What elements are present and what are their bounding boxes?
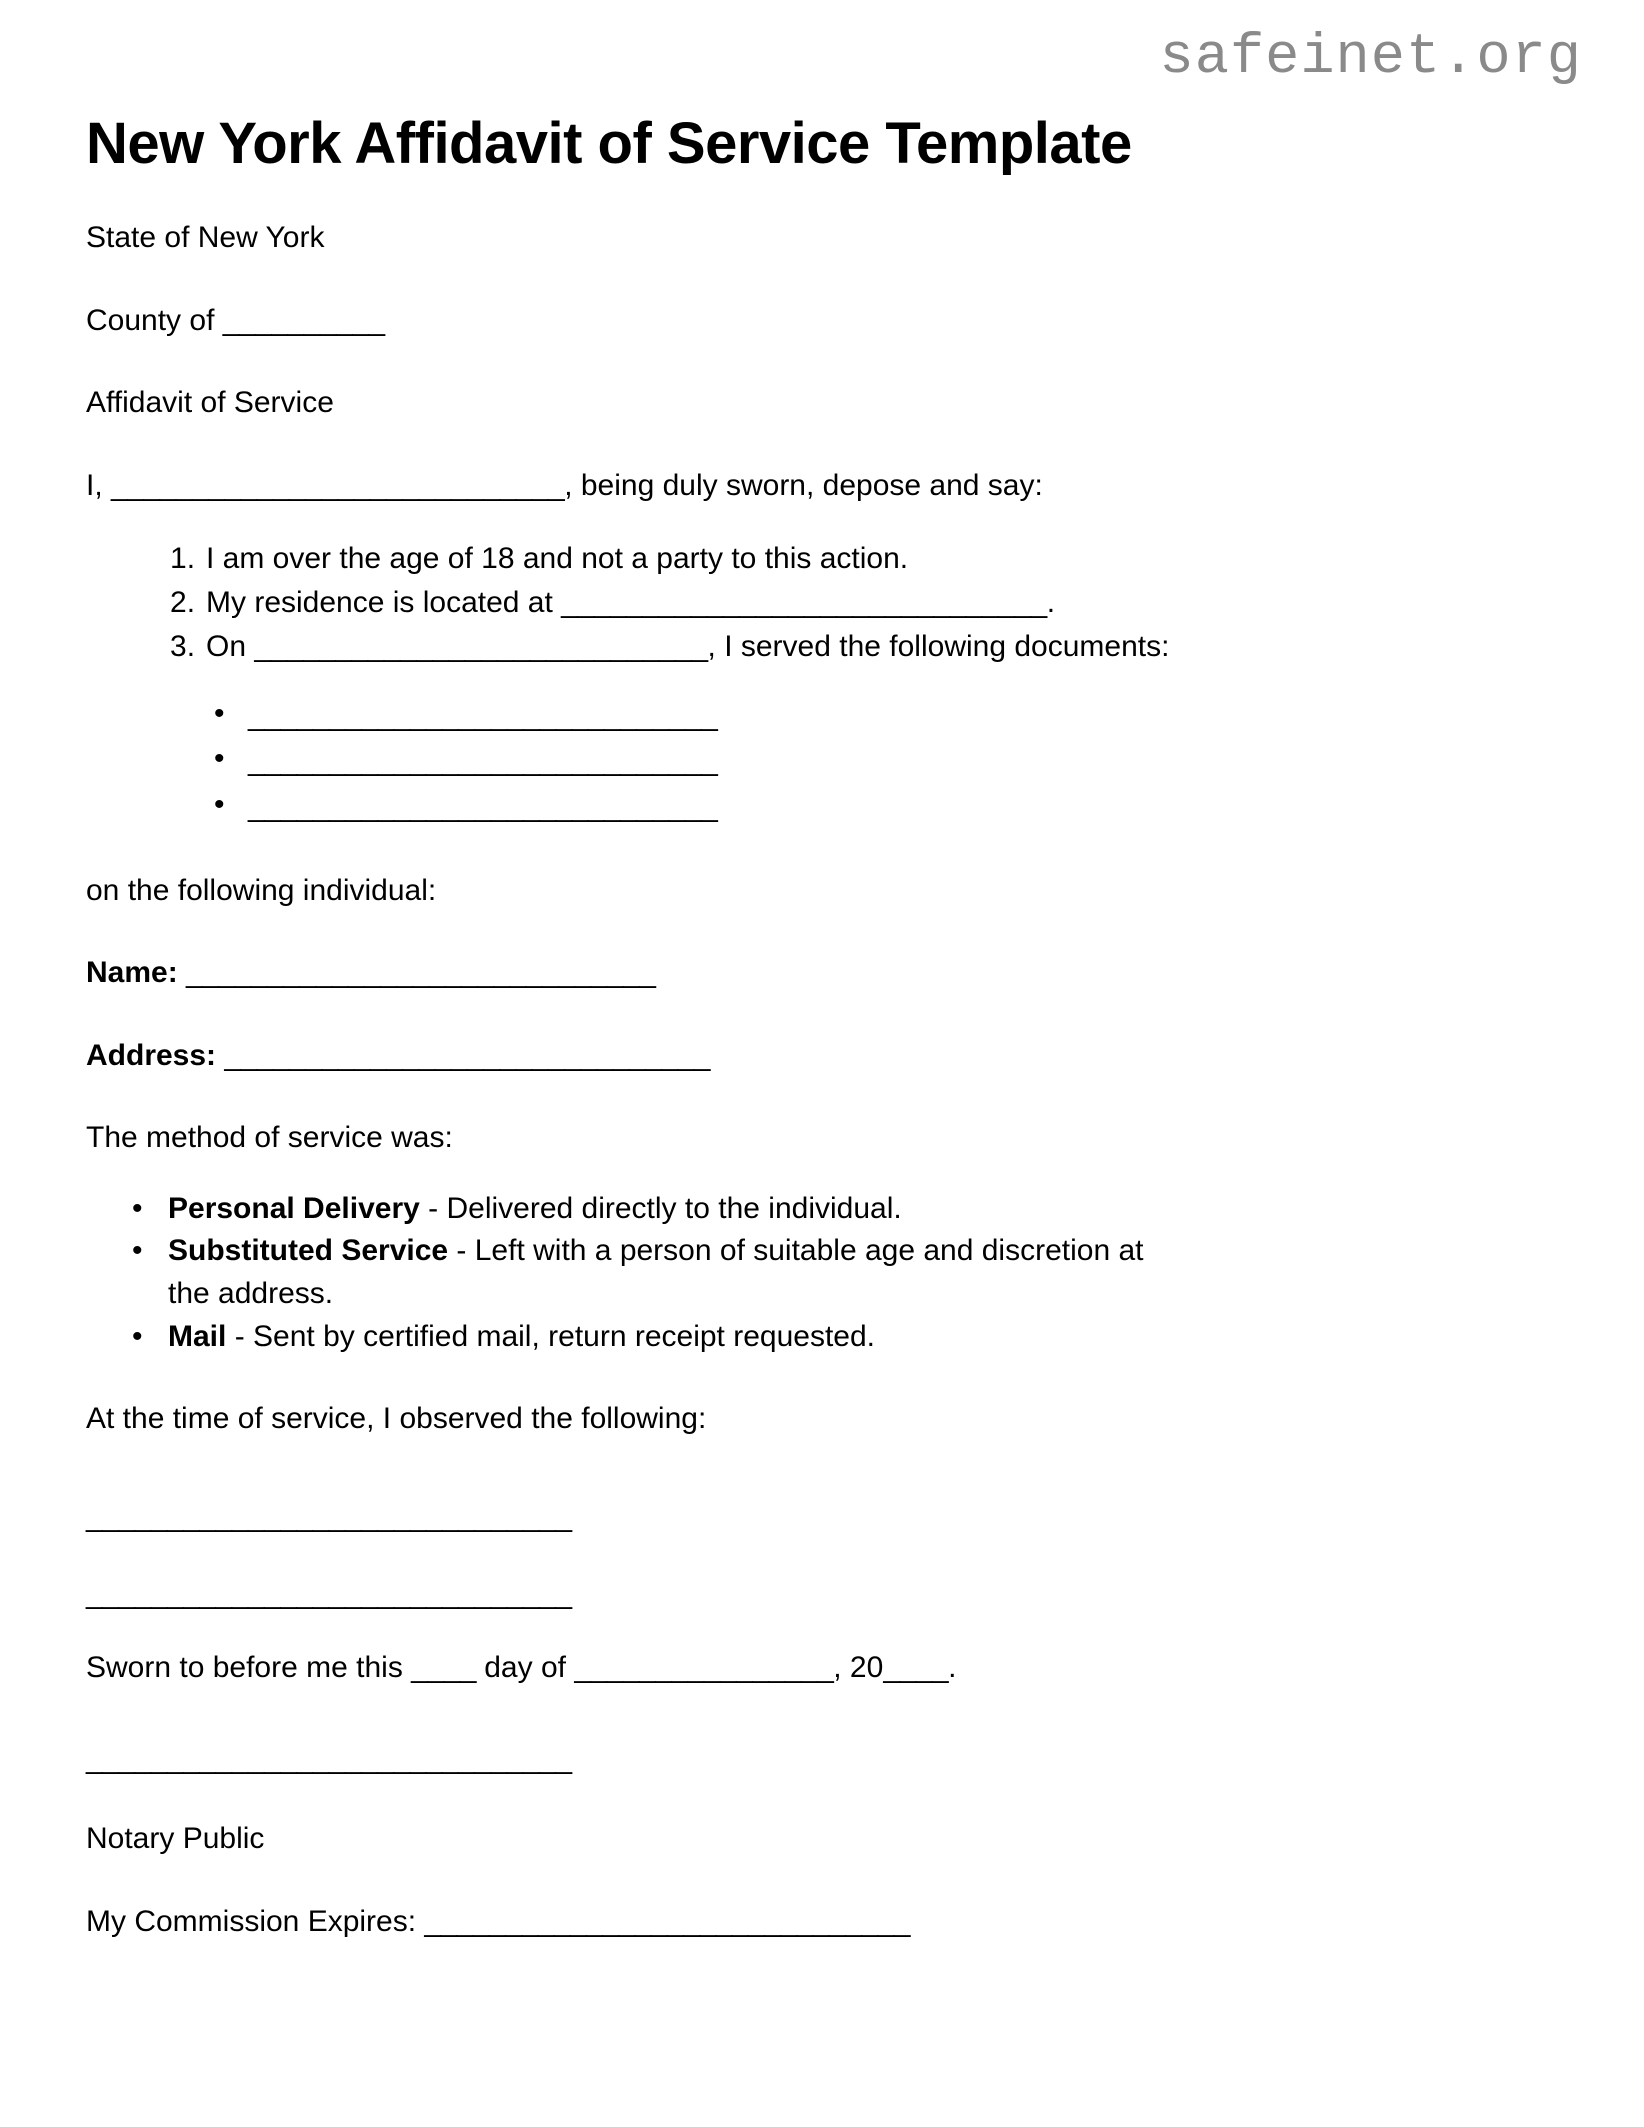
statement-text: On xyxy=(206,629,255,663)
observation-blank-line[interactable]: ______________________________ xyxy=(86,1499,572,1533)
name-spacer xyxy=(178,956,186,989)
commission-expires-line xyxy=(86,1861,1506,1944)
notary-public-label-text: Notary Public xyxy=(86,1822,265,1856)
method-term: Substituted Service xyxy=(168,1234,449,1268)
sworn-month-blank[interactable]: ________________ xyxy=(574,1650,834,1684)
state-line-text: State of New York xyxy=(86,220,325,254)
site-watermark: safeinet.org xyxy=(1159,26,1582,90)
county-label: County of xyxy=(86,303,223,337)
document-content xyxy=(86,0,1506,1944)
commission-expires-label: My Commission Expires: xyxy=(86,1905,425,1939)
served-documents-list xyxy=(86,669,1506,830)
recipient-address-blank[interactable]: ______________________________ xyxy=(224,1038,710,1072)
sworn-statements-list xyxy=(86,507,1506,668)
sworn-prefix: Sworn to before me this xyxy=(86,1650,412,1684)
commission-expires-blank[interactable]: ______________________________ xyxy=(424,1905,910,1939)
notary-signature-blank[interactable]: ______________________________ xyxy=(86,1742,572,1776)
list-item xyxy=(86,784,1506,830)
sworn-year-prefix: , 20 xyxy=(833,1650,884,1684)
affidavit-heading xyxy=(86,342,1506,425)
recipient-address-label: Address: xyxy=(86,1038,217,1072)
deponent-intro-prefix: I, xyxy=(86,468,112,502)
list-item xyxy=(86,537,1506,581)
statement-text-after: , I served the following documents: xyxy=(707,629,1170,663)
recipient-name-label: Name: xyxy=(86,956,178,990)
method-description: - Delivered directly to the individual. xyxy=(419,1191,902,1225)
served-document-blank[interactable]: _____________________________ xyxy=(248,789,718,823)
list-item xyxy=(86,1316,1506,1359)
observation-blank-line[interactable]: ______________________________ xyxy=(86,1576,572,1610)
observations-intro-text: At the time of service, I observed the following: xyxy=(86,1402,707,1436)
recipient-address-line xyxy=(86,995,1506,1078)
recipient-name-line xyxy=(86,912,1506,995)
list-item xyxy=(86,738,1506,784)
sworn-day-blank[interactable]: ____ xyxy=(411,1650,476,1684)
affidavit-heading-text: Affidavit of Service xyxy=(86,386,334,420)
sworn-mid: day of xyxy=(475,1650,575,1684)
county-blank[interactable]: __________ xyxy=(222,303,385,337)
served-individual-intro xyxy=(86,830,1506,913)
sworn-before-line xyxy=(86,1613,1506,1690)
list-item xyxy=(86,1188,1506,1231)
method-description: - Sent by certified mail, return receipt requested. xyxy=(226,1319,875,1353)
list-item xyxy=(86,1230,1506,1315)
deponent-intro-suffix: , being duly sworn, depose and say: xyxy=(564,468,1043,502)
sworn-suffix: . xyxy=(948,1650,957,1684)
served-individual-intro-text: on the following individual: xyxy=(86,873,437,907)
state-line xyxy=(86,177,1506,260)
list-item xyxy=(86,693,1506,739)
deponent-intro-line xyxy=(86,425,1506,508)
statement-text: I am over the age of 18 and not a party to this action. xyxy=(206,542,909,576)
residence-blank[interactable]: ______________________________ xyxy=(561,586,1047,620)
sworn-year-blank[interactable]: ____ xyxy=(883,1650,949,1684)
county-line xyxy=(86,260,1506,343)
observations-intro xyxy=(86,1358,1506,1441)
page-title: New York Affidavit of Service Template xyxy=(86,111,1132,176)
notary-public-label xyxy=(86,1778,1506,1861)
deponent-name-blank[interactable]: ____________________________ xyxy=(111,468,565,502)
method-description: - Left with a person of suitable age and discretion at the address. xyxy=(168,1234,1144,1311)
method-of-service-intro xyxy=(86,1077,1506,1160)
statement-text-after: . xyxy=(1046,586,1056,620)
method-of-service-list xyxy=(86,1160,1506,1358)
method-term: Personal Delivery xyxy=(168,1191,420,1225)
method-of-service-intro-text: The method of service was: xyxy=(86,1121,453,1155)
served-document-blank[interactable]: _____________________________ xyxy=(248,744,718,778)
list-item xyxy=(86,581,1506,625)
statement-text: My residence is located at xyxy=(206,586,562,620)
method-term: Mail xyxy=(168,1319,227,1353)
served-document-blank[interactable]: _____________________________ xyxy=(248,698,718,732)
recipient-name-blank[interactable]: _____________________________ xyxy=(186,956,656,990)
service-date-blank[interactable]: ____________________________ xyxy=(254,629,708,663)
list-item xyxy=(86,625,1506,669)
